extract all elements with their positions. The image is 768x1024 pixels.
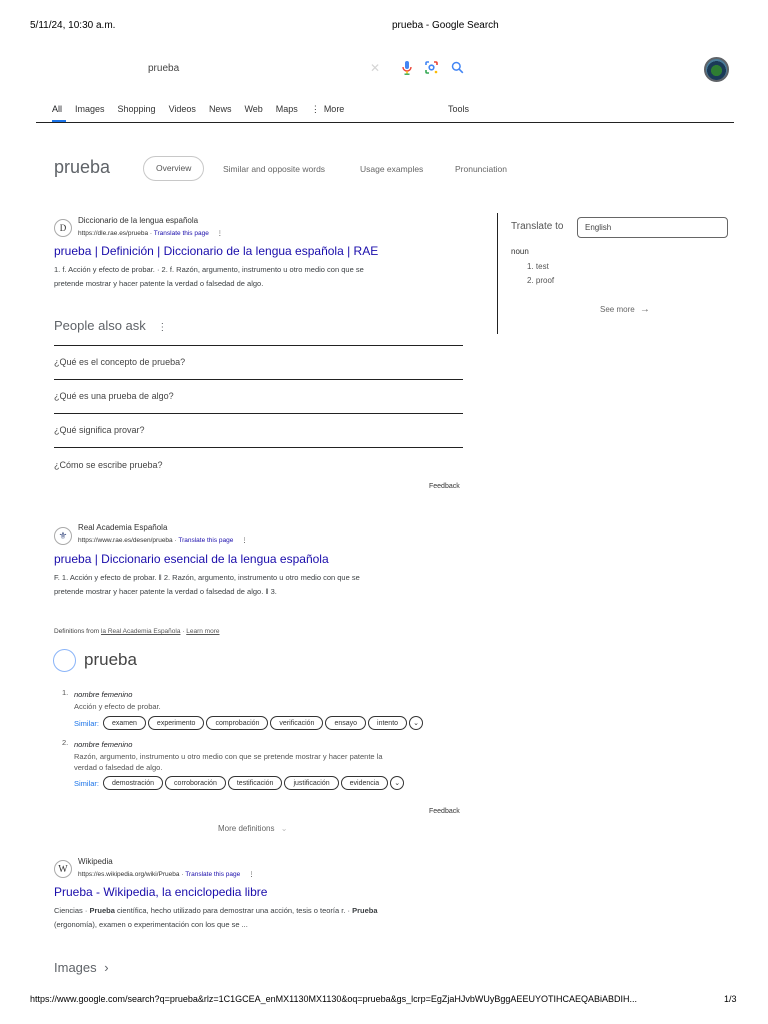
synonym-chip[interactable]: testificación <box>228 776 283 790</box>
result-title[interactable]: Prueba - Wikipedia, la enciclopedia libre <box>54 885 268 899</box>
feedback-link[interactable]: Feedback <box>429 483 460 490</box>
sense-pos: nombre femenino <box>74 740 133 749</box>
result-site-name: Wikipedia <box>78 857 113 866</box>
sense-gloss: Acción y efecto de probar. <box>74 702 161 711</box>
chevron-down-icon[interactable]: ⌄ <box>409 716 423 730</box>
images-title-text: Images <box>54 960 97 975</box>
synonym-chip[interactable]: examen <box>103 716 146 730</box>
synonym-chip[interactable]: ensayo <box>325 716 366 730</box>
divider <box>54 379 463 380</box>
result-snippet <box>54 904 378 931</box>
paa-question[interactable]: ¿Qué significa provar? <box>54 425 145 435</box>
divider <box>54 345 463 346</box>
result-url[interactable]: https://dle.rae.es/prueba · Translate this page ⋮ <box>78 230 224 237</box>
panel-divider <box>497 213 498 334</box>
feedback-link[interactable]: Feedback <box>429 808 460 815</box>
images-section-title[interactable] <box>54 960 109 975</box>
search-tabs <box>52 104 357 115</box>
chip-usage-examples[interactable]: Usage examples <box>360 164 424 174</box>
result-url-text: https://es.wikipedia.org/wiki/Prueba <box>78 871 180 878</box>
defs-from-prefix: Definitions from <box>54 628 101 635</box>
synonym-chip[interactable]: intento <box>368 716 407 730</box>
more-vert-icon: ⋮ <box>310 104 320 114</box>
tab-more-label: More <box>323 104 345 114</box>
similar-label: Similar: <box>74 718 100 728</box>
synonym-chip[interactable]: experimento <box>148 716 205 730</box>
play-pronunciation-icon[interactable] <box>53 649 76 672</box>
target-language-select[interactable]: English <box>577 217 728 238</box>
paa-title-text: People also ask <box>54 318 146 333</box>
print-page-title: prueba - Google Search <box>392 20 499 31</box>
sense-gloss <box>74 751 383 773</box>
tab-all[interactable]: All <box>52 104 63 114</box>
synonym-chip[interactable]: demostración <box>103 776 163 790</box>
result-site-name: Real Academia Española <box>78 523 168 532</box>
paa-question[interactable]: ¿Qué es el concepto de prueba? <box>54 357 186 367</box>
search-icon[interactable] <box>451 61 464 79</box>
avatar[interactable] <box>704 57 729 82</box>
synonym-chip[interactable]: evidencia <box>341 776 389 790</box>
close-icon[interactable]: ✕ <box>370 61 381 75</box>
synonym-chip[interactable]: corroboración <box>165 776 226 790</box>
result-url-text: https://dle.rae.es/prueba <box>78 230 149 237</box>
more-vert-icon[interactable]: ⋮ <box>157 322 168 333</box>
sense-number: 1. <box>62 688 69 697</box>
snippet-bold: Prueba <box>89 906 115 915</box>
tab-maps[interactable]: Maps <box>275 104 298 114</box>
synonym-chip[interactable]: verificación <box>270 716 323 730</box>
wikipedia-logo-icon: W <box>54 860 72 878</box>
result-title[interactable]: prueba | Definición | Diccionario de la lengua española | RAE <box>54 244 379 258</box>
rae-logo-icon: ⚜ <box>54 527 72 545</box>
translate-link[interactable]: Translate this page <box>153 230 209 237</box>
print-datetime: 5/11/24, 10:30 a.m. <box>30 20 116 31</box>
snippet-line <box>54 904 378 918</box>
print-page-number: 1/3 <box>724 994 737 1004</box>
chevron-down-icon: ⌄ <box>280 824 288 833</box>
similar-row <box>74 716 423 730</box>
translate-to-label: Translate to <box>511 221 564 232</box>
more-definitions-button[interactable] <box>218 824 287 833</box>
see-more-link[interactable] <box>600 304 650 315</box>
definitions-source <box>54 628 220 635</box>
snippet-part: Ciencias · <box>54 906 90 915</box>
print-footer-url: https://www.google.com/search?q=prueba&rlz=1C1GCEA_enMX1130MX1130&oq=prueba&gs_lcrp=EgZjaHJvbWUyBggAEEUYOTIHCAEQABiABDIH... <box>30 994 637 1004</box>
snippet-line: F. 1. Acción y efecto de probar. ‖ 2. Razón, argumento, instrumento u otro medio con que se <box>54 573 360 582</box>
term-headword: prueba <box>54 157 111 177</box>
chip-overview[interactable]: Overview <box>143 156 204 181</box>
gloss-line: verdad o falsedad de algo. <box>74 763 163 772</box>
similar-label: Similar: <box>74 778 100 788</box>
synonym-chip[interactable]: justificación <box>284 776 338 790</box>
chevron-right-icon: › <box>104 960 109 975</box>
more-options-icon[interactable]: ⋮ <box>241 537 248 544</box>
tab-more[interactable] <box>311 104 345 115</box>
camera-lens-icon[interactable] <box>424 60 439 80</box>
snippet-bold: Prueba <box>352 906 378 915</box>
search-input[interactable]: prueba <box>148 63 180 74</box>
definition-headword: prueba <box>84 650 137 669</box>
more-options-icon[interactable]: ⋮ <box>248 871 255 878</box>
sense-pos: nombre femenino <box>74 690 133 699</box>
microphone-icon[interactable] <box>401 60 413 81</box>
snippet-line: 1. f. Acción y efecto de probar. · 2. f. Razón, argumento, instrumento u otro medio con que se <box>54 265 364 274</box>
arrow-right-icon: → <box>639 304 650 315</box>
translate-link[interactable]: Translate this page <box>185 871 241 878</box>
snippet-part: científica, hecho utilizado para demostrar una acción, tesis o teoría r. · <box>114 906 353 915</box>
paa-question[interactable]: ¿Qué es una prueba de algo? <box>54 391 174 401</box>
defs-sep: · <box>180 628 187 635</box>
tab-images[interactable]: Images <box>75 104 105 114</box>
translation-pos: noun <box>511 247 529 256</box>
more-options-icon[interactable]: ⋮ <box>216 230 224 237</box>
sense-number: 2. <box>62 738 69 747</box>
paa-question[interactable]: ¿Cómo se escribe prueba? <box>54 460 163 470</box>
see-more-label: See more <box>600 305 635 314</box>
tabs-divider <box>36 122 734 123</box>
synonym-chip[interactable]: comprobación <box>206 716 268 730</box>
defs-source-link[interactable]: la Real Academia Española <box>100 628 181 635</box>
translate-link[interactable]: Translate this page <box>178 537 234 544</box>
translation-item: 1. test <box>527 262 549 271</box>
tab-web[interactable]: Web <box>244 104 263 114</box>
gloss-line: Razón, argumento, instrumento u otro medio con que se pretende mostrar y hacer patente la <box>74 752 383 761</box>
result-url[interactable]: https://www.rae.es/desen/prueba · Translate this page ⋮ <box>78 537 248 544</box>
snippet-line: pretende mostrar y hacer patente la verdad o falsedad de algo. ‖ 3. <box>54 586 277 596</box>
more-definitions-label: More definitions <box>218 824 275 833</box>
snippet-line: pretende mostrar y hacer patente la verdad o falsedad de algo. <box>54 278 264 288</box>
chip-similar-opposite[interactable]: Similar and opposite words <box>223 164 326 174</box>
result-url-text: https://www.rae.es/desen/prueba <box>78 537 173 544</box>
result-url[interactable]: https://es.wikipedia.org/wiki/Prueba · Translate this page ⋮ <box>78 871 255 878</box>
translation-item: 2. proof <box>527 276 555 285</box>
divider <box>54 413 463 414</box>
chevron-down-icon[interactable]: ⌄ <box>390 776 404 790</box>
similar-row <box>74 776 404 790</box>
snippet-line: (ergonomía), examen o experimentación con los que se ... <box>54 919 248 929</box>
result-site-name: Diccionario de la lengua española <box>78 216 199 225</box>
divider <box>54 447 463 448</box>
learn-more-link[interactable]: Learn more <box>186 628 220 635</box>
tab-shopping[interactable]: Shopping <box>117 104 156 114</box>
tab-news[interactable]: News <box>208 104 232 114</box>
tools-button[interactable]: Tools <box>448 104 470 114</box>
result-snippet <box>54 571 360 598</box>
result-snippet <box>54 263 364 290</box>
rae-dle-logo-icon: D <box>54 219 72 237</box>
tab-videos[interactable]: Videos <box>168 104 196 114</box>
chip-pronunciation[interactable]: Pronunciation <box>455 164 507 174</box>
people-also-ask-title <box>54 318 167 333</box>
result-title[interactable]: prueba | Diccionario esencial de la lengua española <box>54 552 329 566</box>
